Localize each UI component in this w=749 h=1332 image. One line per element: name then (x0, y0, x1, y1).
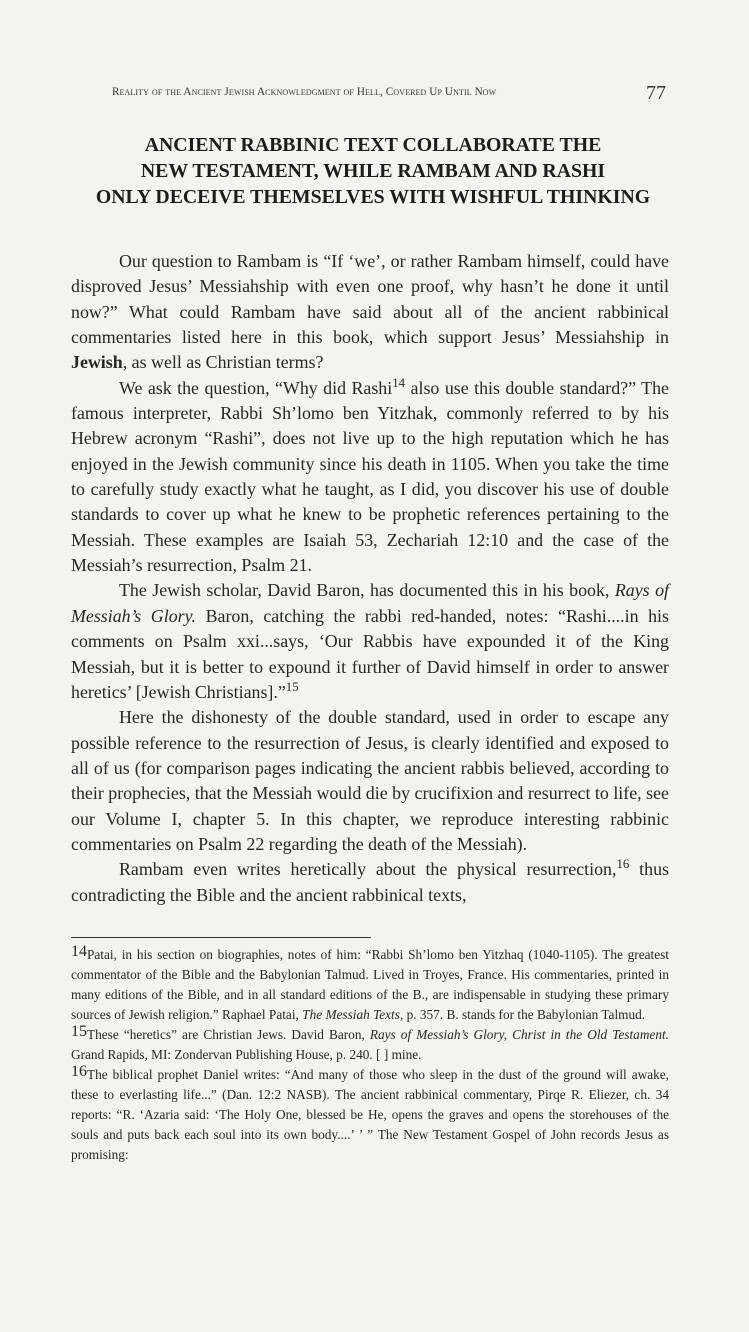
footnote-16-mark: 16 (71, 1063, 87, 1080)
footnote-ref-15[interactable]: 15 (285, 679, 299, 694)
footnote-ref-16[interactable]: 16 (616, 857, 630, 872)
heading-line-1: ANCIENT RABBINIC TEXT COLLABORATE THE (144, 134, 602, 156)
page-number: 77 (646, 82, 666, 104)
heading-line-2: NEW TESTAMENT, WHILE RAMBAM AND RASHI (140, 160, 606, 182)
paragraph-3 (71, 578, 669, 705)
paragraph-5 (71, 857, 669, 908)
paragraph-3-text-b: Baron, catching the rabbi red-handed, notes: “Rashi....in his comments on Psalm xxi...says, ‘Our Rabbis have expounded it of the King Messiah, but it is better to expound it further of David himself in order to answer heretics’ [Jewish Christians].” (71, 605, 669, 702)
paragraph-5-text-b: thus contradicting the Bible and the ancient rabbinical texts, (71, 859, 669, 905)
paragraph-2-text-a: We ask the question, “Why did Rashi (119, 377, 393, 398)
footnote-15-text-a: These “heretics” are Christian Jews. David Baron, (87, 1027, 370, 1042)
running-header: Reality of the Ancient Jewish Acknowledgment of Hell, Covered Up Until Now (112, 86, 497, 98)
paragraph-1 (71, 249, 669, 376)
footnote-15-italic: Rays of Messiah’s Glory, Christ in the Old Testament. (369, 1027, 669, 1042)
footnote-divider (71, 937, 371, 938)
footnote-14-mark: 14 (71, 943, 87, 960)
footnote-14-text-a: Patai, in his section on biographies, notes of him: “Rabbi Sh’lomo ben Yitzhaq (1040-1105). The greatest commentator of the Bible and the Babylonian Talmud. Lived in Troyes, France. His commentaries, printed in many editions of the Bible, and in all standard editions of the B., are indispensable in studying these primary sources of Jewish religion.” Raphael Patai, (71, 947, 669, 1022)
paragraph-1-text-a: Our question to Rambam is “If ‘we’, or rather Rambam himself, could have disproved Jesus’ Messiahship with even one proof, why hasn’t he done it until now?” What could Rambam have said about all of the ancient rabbinical commentaries listed here in this book, which support Jesus’ Messiahship in (71, 251, 669, 348)
footnote-15-mark: 15 (71, 1023, 87, 1040)
paragraph-1-bold: Jewish (71, 352, 123, 373)
footnotes (71, 945, 669, 1165)
paragraph-5-text-a: Rambam even writes heretically about the physical resurrection, (119, 859, 617, 880)
footnote-14-italic: The Messiah Texts (302, 1007, 400, 1022)
footnote-14 (71, 945, 669, 1025)
footnote-16-text: The biblical prophet Daniel writes: “And many of those who sleep in the dust of the ground will awake, these to everlasting life...” (Dan. 12:2 NASB). The ancient rabbinical commentary, Pirqe R. Eliezer, ch. 34 reports: “R. ‘Azaria said: ‘The Holy One, blessed be He, opens the graves and opens the storehouses of the souls and puts back each soul into its own body....’ ’ ” The New Testament Gospel of John records Jesus as promising: (71, 1067, 669, 1162)
footnote-15-text-b: Grand Rapids, MI: Zondervan Publishing House, p. 240. [ ] mine. (71, 1047, 422, 1062)
paragraph-4: Here the dishonesty of the double standard, used in order to escape any possible reference to the resurrection of Jesus, is clearly identified and exposed to all of us (for comparison pages indicating the ancient rabbis believed, according to their prophecies, that the Messiah would die by crucifixion and resurrect to life, see our Volume I, chapter 5. In this chapter, we reproduce interesting rabbinic commentaries on Psalm 22 regarding the death of the Messiah). (71, 707, 669, 854)
footnote-ref-14[interactable]: 14 (392, 375, 406, 390)
section-heading (68, 132, 678, 210)
paragraph-1-text-b: , as well as Christian terms? (122, 352, 324, 373)
paragraph-2-text-b: also use this double standard?” The famous interpreter, Rabbi Sh’lomo ben Yitzhak, commonly referred to by his Hebrew acronym “Rashi”, does not live up to the high reputation which he has enjoyed in the Jewish community since his death in 1105. When you take the time to carefully study exactly what he taught, as I did, you discover his use of double standards to cover up what he knew to be prophetic references pertaining to the Messiah. These examples are Isaiah 53, Zechariah 12:10 and the case of the Messiah’s resurrection, Psalm 21. (71, 377, 669, 576)
body-text (71, 249, 669, 908)
paragraph-2 (71, 376, 669, 579)
book-title-italic: Rays of Messiah’s Glory. (71, 580, 669, 626)
footnote-14-text-b: , p. 357. B. stands for the Babylonian Talmud. (399, 1007, 646, 1022)
footnote-16 (71, 1065, 669, 1165)
heading-line-3: ONLY DECEIVE THEMSELVES WITH WISHFUL THINKING (95, 186, 651, 208)
footnote-15 (71, 1025, 669, 1065)
paragraph-3-text-a: The Jewish scholar, David Baron, has documented this in his book, (119, 580, 615, 601)
